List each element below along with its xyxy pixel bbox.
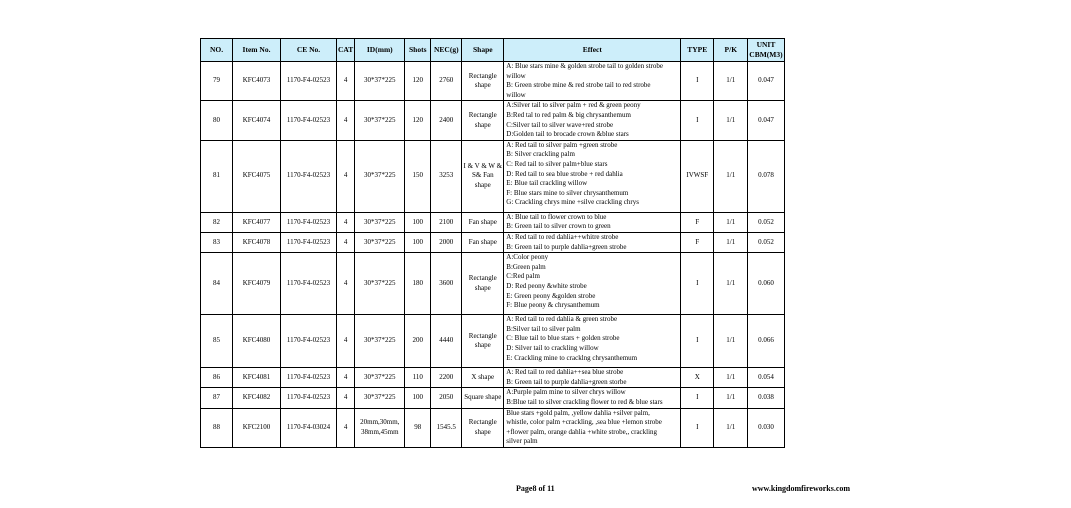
cell-type: I <box>681 62 714 101</box>
table-row <box>201 408 785 447</box>
table-body <box>201 62 785 448</box>
header-shape: Shape <box>462 39 504 62</box>
cell-id: 30*37*225 <box>355 253 405 315</box>
cell-shape: Rectangle shape <box>462 253 504 315</box>
header-unit-cbm: UNIT CBM(M3) <box>748 39 784 62</box>
cell-type: IVWSF <box>681 140 714 212</box>
header-item-no: Item No. <box>233 39 281 62</box>
cell-unit-cbm: 0.052 <box>748 212 784 232</box>
cell-no: 79 <box>201 62 233 101</box>
effect-line: silver palm <box>506 437 538 446</box>
effect-line: B: Green tail to purple dahlia+green strobe <box>506 242 627 251</box>
effect-line: D:Golden tail to brocade crown &blue stars <box>506 130 629 139</box>
cell-unit-cbm: 0.052 <box>748 232 784 252</box>
cell-effect <box>504 388 681 408</box>
cell-cat: 4 <box>337 388 355 408</box>
cell-ce-no: 1170-F4-02523 <box>281 212 337 232</box>
cell-pk: 1/1 <box>714 388 748 408</box>
cell-ce-no: 1170-F4-02523 <box>281 388 337 408</box>
cell-type: F <box>681 212 714 232</box>
effect-line: A:Purple palm mine to silver chrys willow <box>506 388 626 397</box>
cell-nec: 2760 <box>431 62 462 101</box>
cell-shape: Fan shape <box>462 212 504 232</box>
cell-ce-no: 1170-F4-02523 <box>281 101 337 140</box>
cell-item-no: KFC4074 <box>233 101 281 140</box>
effect-line: willow <box>506 71 526 80</box>
table-row <box>201 212 785 232</box>
header-id: ID(mm) <box>355 39 405 62</box>
cell-shape: I & V & W & S& Fan shape <box>462 140 504 212</box>
product-table-container <box>200 38 785 448</box>
cell-shots: 120 <box>405 101 431 140</box>
cell-effect <box>504 315 681 368</box>
cell-id: 30*37*225 <box>355 62 405 101</box>
effect-line: A:Color peony <box>506 253 549 262</box>
cell-pk: 1/1 <box>714 232 748 252</box>
cell-nec: 3600 <box>431 253 462 315</box>
effect-line: A: Red tail to silver palm +green strobe <box>506 140 618 149</box>
cell-item-no: KFC4078 <box>233 232 281 252</box>
cell-effect <box>504 62 681 101</box>
cell-nec: 2050 <box>431 388 462 408</box>
effect-line: F: Blue peony & chrysanthemum <box>506 301 600 310</box>
cell-ce-no: 1170-F4-02523 <box>281 253 337 315</box>
cell-shape: Fan shape <box>462 232 504 252</box>
effect-line: Blue stars +gold palm, ,yellow dahlia +silver palm, <box>506 408 650 417</box>
effect-line: B:Blue tail to silver crackling flower to red & blue stars <box>506 397 663 406</box>
table-row <box>201 368 785 388</box>
cell-effect <box>504 253 681 315</box>
cell-cat: 4 <box>337 101 355 140</box>
cell-no: 87 <box>201 388 233 408</box>
cell-no: 84 <box>201 253 233 315</box>
cell-no: 83 <box>201 232 233 252</box>
cell-cat: 4 <box>337 408 355 447</box>
cell-type: F <box>681 232 714 252</box>
table-row <box>201 315 785 368</box>
cell-id: 30*37*225 <box>355 212 405 232</box>
page-number: Page8 of 11 <box>516 484 555 493</box>
effect-line: C: Red tail to silver palm+blue stars <box>506 159 608 168</box>
cell-no: 82 <box>201 212 233 232</box>
cell-effect <box>504 408 681 447</box>
cell-unit-cbm: 0.038 <box>748 388 784 408</box>
effect-line: A: Blue stars mine & golden strobe tail to golden strobe <box>506 62 663 70</box>
effect-line: whistle, color palm +crackling, ,sea blue +lemon strobe <box>506 418 662 427</box>
cell-item-no: KFC4073 <box>233 62 281 101</box>
cell-cat: 4 <box>337 315 355 368</box>
cell-cat: 4 <box>337 212 355 232</box>
cell-pk: 1/1 <box>714 368 748 388</box>
cell-id: 30*37*225 <box>355 101 405 140</box>
effect-line: A: Blue tail to flower crown to blue <box>506 212 607 221</box>
cell-shape: Rectangle shape <box>462 408 504 447</box>
cell-item-no: KFC4081 <box>233 368 281 388</box>
cell-type: I <box>681 101 714 140</box>
cell-type: X <box>681 368 714 388</box>
cell-id: 30*37*225 <box>355 388 405 408</box>
effect-line: A:Silver tail to silver palm + red & green peony <box>506 101 641 110</box>
effect-line: B:Green palm <box>506 262 546 271</box>
cell-cat: 4 <box>337 140 355 212</box>
header-no: NO. <box>201 39 233 62</box>
cell-unit-cbm: 0.047 <box>748 62 784 101</box>
effect-line: B: Silver crackling palm <box>506 150 575 159</box>
effect-line: +flower palm, orange dahlia +white strobe,, crackling <box>506 427 658 436</box>
effect-line: C:Silver tail to silver wave+red strobe <box>506 120 614 129</box>
product-table <box>200 38 785 448</box>
header-type: TYPE <box>681 39 714 62</box>
cell-ce-no: 1170-F4-03024 <box>281 408 337 447</box>
cell-unit-cbm: 0.066 <box>748 315 784 368</box>
cell-shots: 150 <box>405 140 431 212</box>
cell-no: 86 <box>201 368 233 388</box>
cell-nec: 2000 <box>431 232 462 252</box>
effect-line: E: Green peony &golden strobe <box>506 291 596 300</box>
cell-id: 30*37*225 <box>355 232 405 252</box>
header-nec: NEC(g) <box>431 39 462 62</box>
cell-shots: 100 <box>405 232 431 252</box>
cell-id: 20mm,30mm, 38mm,45mm <box>355 408 405 447</box>
table-row <box>201 101 785 140</box>
effect-line: E: Blue tail crackling willow <box>506 179 588 188</box>
cell-shape: X shape <box>462 368 504 388</box>
cell-unit-cbm: 0.060 <box>748 253 784 315</box>
cell-type: I <box>681 253 714 315</box>
cell-nec: 2400 <box>431 101 462 140</box>
cell-ce-no: 1170-F4-02523 <box>281 232 337 252</box>
cell-ce-no: 1170-F4-02523 <box>281 140 337 212</box>
effect-line: A: Red tail to red dahlia & green strobe <box>506 315 618 324</box>
cell-cat: 4 <box>337 62 355 101</box>
effect-line: B:Red tal to red palm & big chrysanthemum <box>506 110 631 119</box>
cell-effect <box>504 101 681 140</box>
header-ce-no: CE No. <box>281 39 337 62</box>
cell-id: 30*37*225 <box>355 140 405 212</box>
cell-shots: 180 <box>405 253 431 315</box>
cell-ce-no: 1170-F4-02523 <box>281 368 337 388</box>
effect-line: B: Green tail to silver crown to green <box>506 222 611 231</box>
cell-pk: 1/1 <box>714 253 748 315</box>
cell-item-no: KFC2100 <box>233 408 281 447</box>
cell-pk: 1/1 <box>714 140 748 212</box>
table-row <box>201 388 785 408</box>
cell-cat: 4 <box>337 368 355 388</box>
cell-nec: 2200 <box>431 368 462 388</box>
cell-effect <box>504 140 681 212</box>
header-pk: P/K <box>714 39 748 62</box>
cell-pk: 1/1 <box>714 62 748 101</box>
effect-line: C: Blue tail to blue stars + golden strobe <box>506 334 620 343</box>
cell-nec: 1545.5 <box>431 408 462 447</box>
effect-line: A: Red tail to red dahlia++whitre strobe <box>506 232 619 241</box>
header-cat: CAT <box>337 39 355 62</box>
cell-no: 80 <box>201 101 233 140</box>
effect-line: E: Crackling mine to cracklng chrysanthemum <box>506 353 638 362</box>
cell-unit-cbm: 0.047 <box>748 101 784 140</box>
cell-unit-cbm: 0.078 <box>748 140 784 212</box>
cell-pk: 1/1 <box>714 101 748 140</box>
cell-effect <box>504 232 681 252</box>
cell-shots: 120 <box>405 62 431 101</box>
effect-line: willow <box>506 90 526 99</box>
cell-item-no: KFC4075 <box>233 140 281 212</box>
effect-line: B: Green tail to purple dahlia+green storbe <box>506 377 627 386</box>
cell-id: 30*37*225 <box>355 368 405 388</box>
cell-shots: 100 <box>405 212 431 232</box>
cell-cat: 4 <box>337 253 355 315</box>
cell-ce-no: 1170-F4-02523 <box>281 62 337 101</box>
cell-no: 88 <box>201 408 233 447</box>
cell-type: I <box>681 315 714 368</box>
cell-item-no: KFC4080 <box>233 315 281 368</box>
effect-line: D: Red tail to sea blue strobe + red dahlia <box>506 169 623 178</box>
cell-nec: 4440 <box>431 315 462 368</box>
cell-shape: Rectangle shape <box>462 62 504 101</box>
cell-item-no: KFC4079 <box>233 253 281 315</box>
cell-pk: 1/1 <box>714 408 748 447</box>
table-row <box>201 62 785 101</box>
cell-cat: 4 <box>337 232 355 252</box>
cell-item-no: KFC4082 <box>233 388 281 408</box>
table-row <box>201 253 785 315</box>
cell-ce-no: 1170-F4-02523 <box>281 315 337 368</box>
cell-shots: 200 <box>405 315 431 368</box>
effect-line: D: Silver tail to crackling willow <box>506 343 599 352</box>
cell-item-no: KFC4077 <box>233 212 281 232</box>
cell-shape: Rectangle shape <box>462 315 504 368</box>
cell-pk: 1/1 <box>714 315 748 368</box>
effect-line: B:Silver tail to silver palm <box>506 324 581 333</box>
effect-line: A: Red tail to red dahlia++sea blue strobe <box>506 368 624 377</box>
effect-line: D: Red peony &white strobe <box>506 281 587 290</box>
cell-no: 85 <box>201 315 233 368</box>
cell-type: I <box>681 388 714 408</box>
cell-pk: 1/1 <box>714 212 748 232</box>
cell-shots: 98 <box>405 408 431 447</box>
cell-effect <box>504 212 681 232</box>
cell-unit-cbm: 0.054 <box>748 368 784 388</box>
cell-nec: 3253 <box>431 140 462 212</box>
cell-unit-cbm: 0.030 <box>748 408 784 447</box>
table-row <box>201 140 785 212</box>
table-header-row <box>201 39 785 62</box>
cell-type: I <box>681 408 714 447</box>
cell-nec: 2100 <box>431 212 462 232</box>
cell-shape: Rectangle shape <box>462 101 504 140</box>
cell-shots: 100 <box>405 388 431 408</box>
header-effect: Effect <box>504 39 681 62</box>
table-row <box>201 232 785 252</box>
cell-shots: 110 <box>405 368 431 388</box>
cell-id: 30*37*225 <box>355 315 405 368</box>
cell-effect <box>504 368 681 388</box>
cell-shape: Square shape <box>462 388 504 408</box>
website-url: www.kingdomfireworks.com <box>752 484 851 493</box>
effect-line: F: Blue stars mine to silver chrysanthemum <box>506 188 629 197</box>
cell-no: 81 <box>201 140 233 212</box>
header-shots: Shots <box>405 39 431 62</box>
effect-line: G: Crackling chrys mine +silve crackling chrys <box>506 198 639 207</box>
effect-line: C:Red palm <box>506 272 540 281</box>
effect-line: B: Green strobe mine & red strobe tail to red strobe <box>506 81 651 90</box>
